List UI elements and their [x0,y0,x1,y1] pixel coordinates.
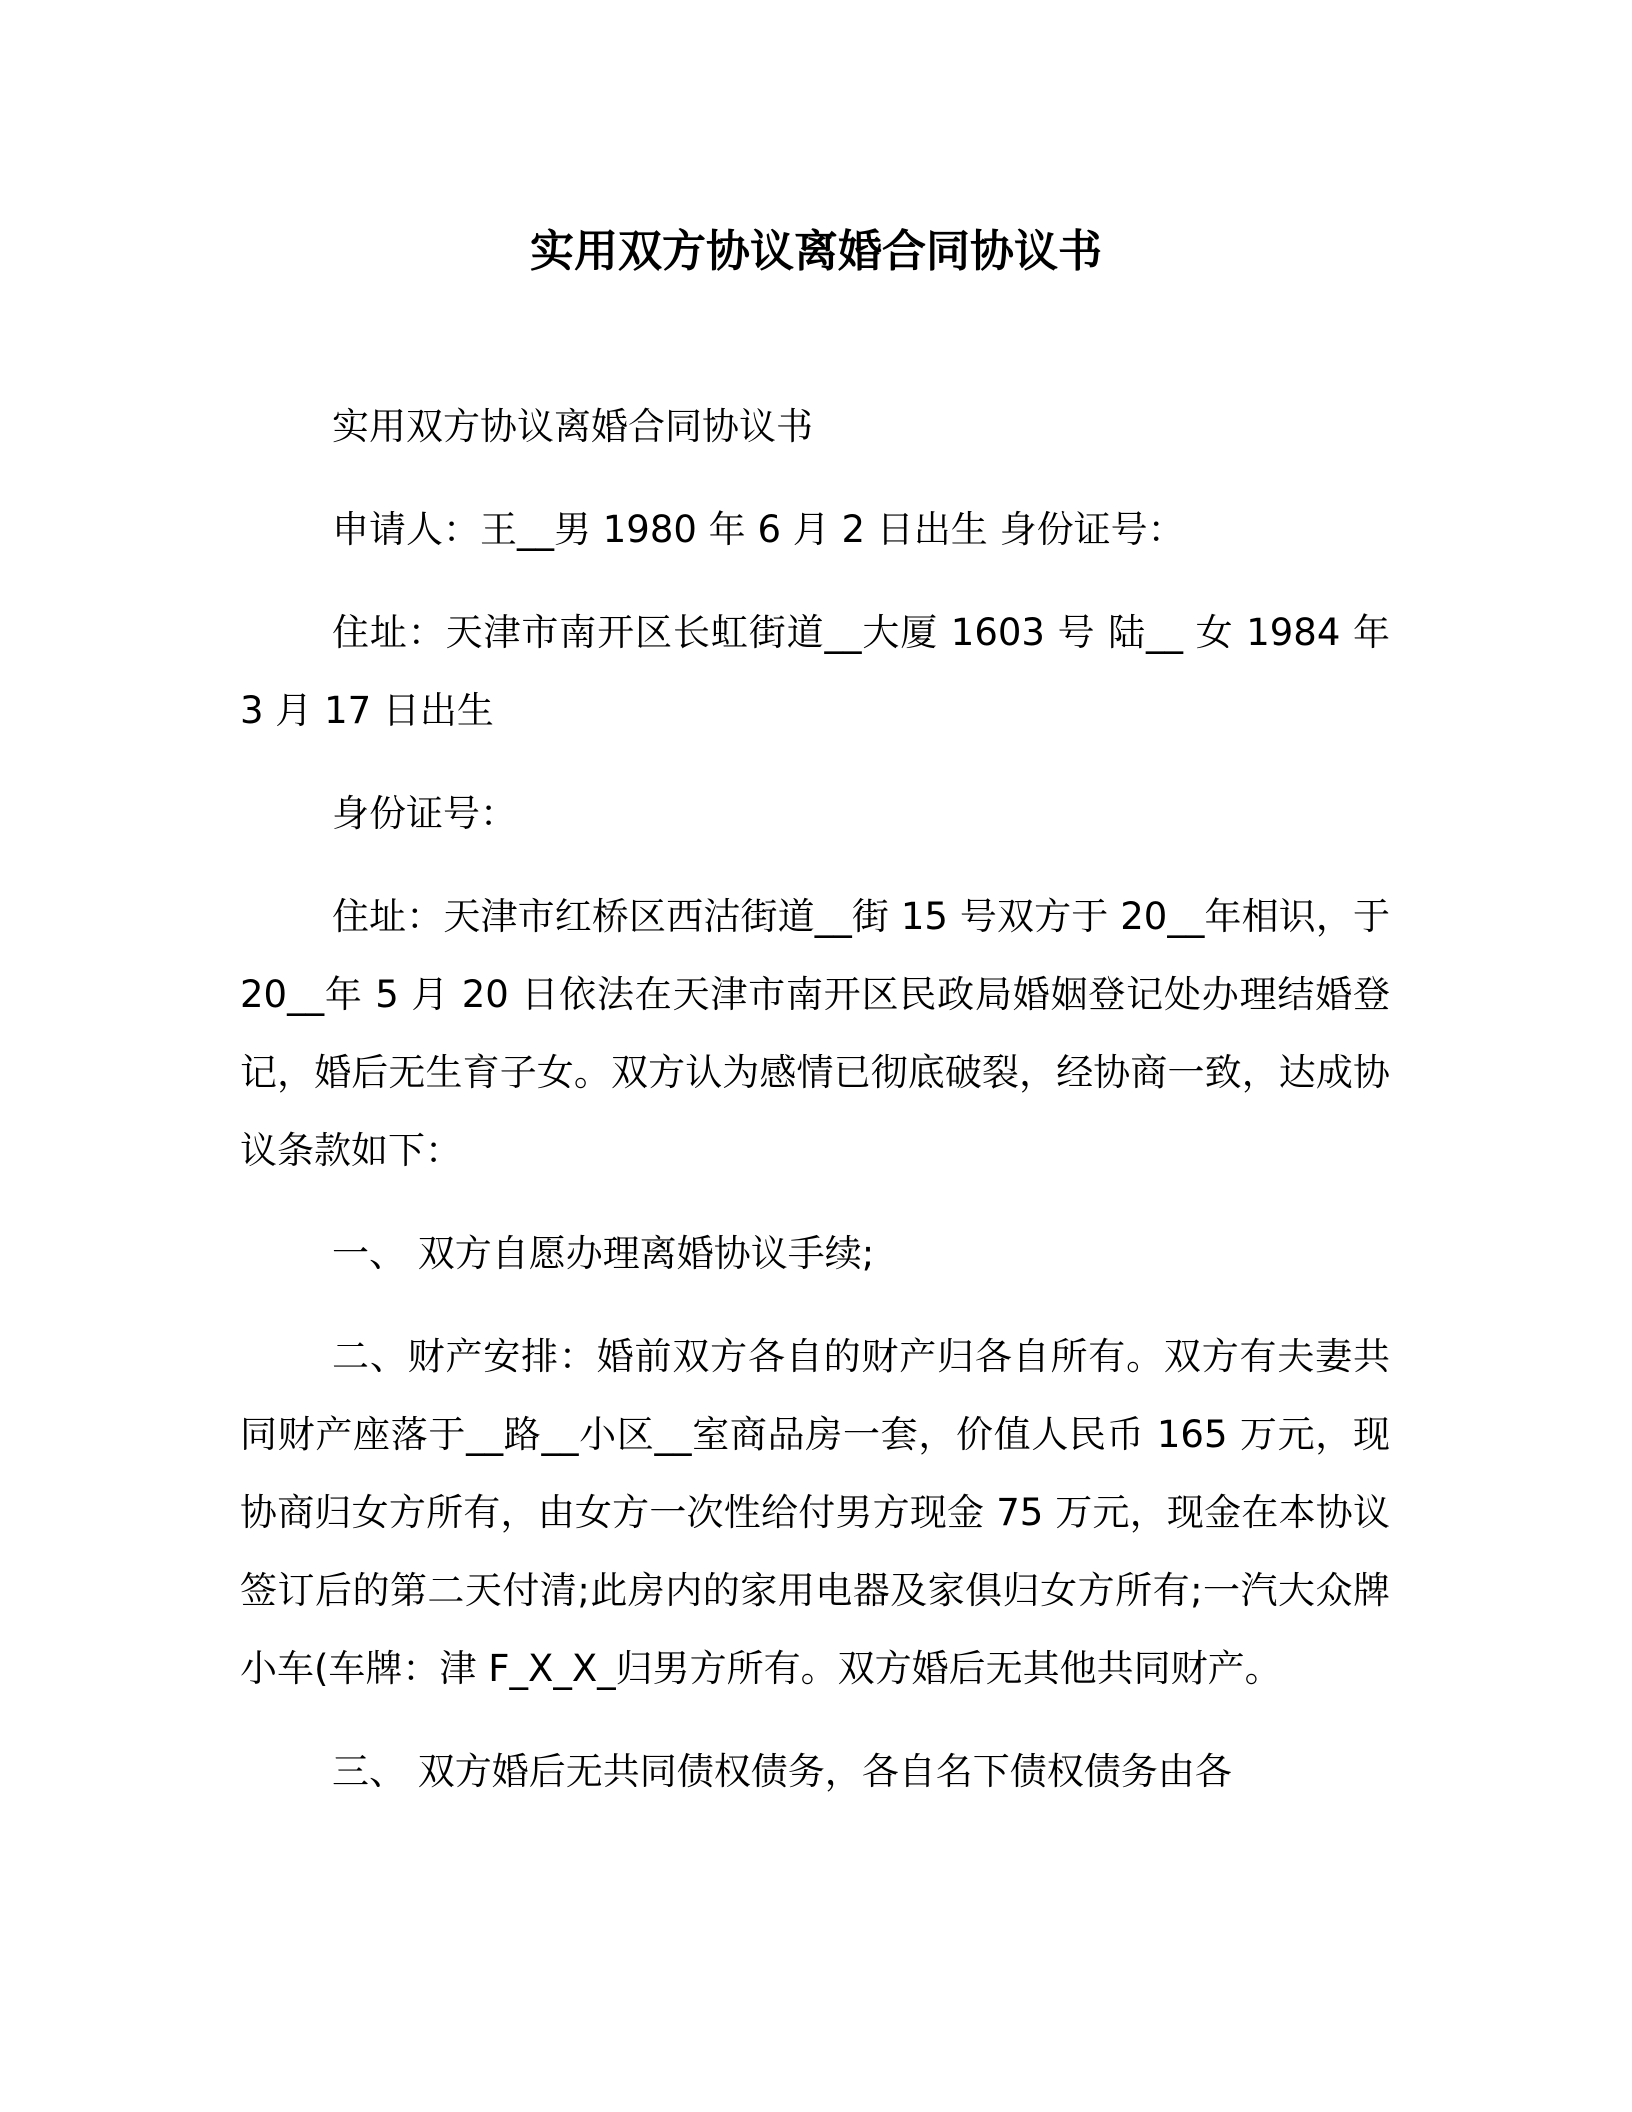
document-body [240,388,1390,1836]
paragraph-clause-3: 三、 双方婚后无共同债权债务，各自名下债权债务由各 [332,1750,1232,1793]
document-title: 实用双方协议离婚合同协议书 [530,226,1102,277]
paragraph-clause-1: 一、 双方自愿办理离婚协议手续; [332,1232,875,1275]
paragraph-applicant: 申请人：王__男 1980 年 6 月 2 日出生 身份证号： [332,508,1185,551]
paragraph-address-2: 住址：天津市红桥区西沽街道__街 15 号双方于 20__年相识，于 20__年 5 月 20 日依法在天津市南开区民政局婚姻登记处办理结婚登记，婚后无生育子女。双方认为感情已彻底破裂，经协商一致，达成协议条款如下： [240,895,1390,1172]
paragraph-address-1: 住址：天津市南开区长虹街道__大厦 1603 号 陆__ 女 1984 年 3 月 17 日出生 [240,611,1390,732]
paragraph-id-number: 身份证号： [332,792,517,835]
paragraph-heading: 实用双方协议离婚合同协议书 [332,405,813,448]
paragraph-clause-2: 二、财产安排：婚前双方各自的财产归各自所有。双方有夫妻共同财产座落于__路__小区__室商品房一套，价值人民币 165 万元，现协商归女方所有，由女方一次性给付男方现金 75 万元，现金在本协议签订后的第二天付清;此房内的家用电器及家俱归女方所有;一汽大众牌小车(车牌：津 F_X_X_归男方所有。双方婚后无其他共同财产。 [240,1335,1390,1690]
